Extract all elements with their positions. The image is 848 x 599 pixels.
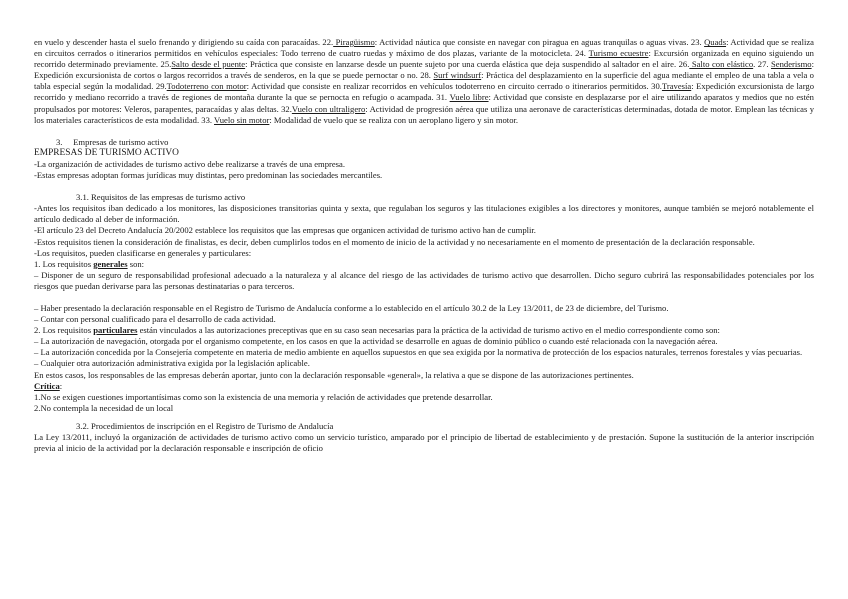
term-surf-windsurf: Surf windsurf — [433, 70, 482, 81]
text-run: 2. Los requisitos — [34, 325, 94, 336]
text-run: : Modalidad de vuelo que se realiza con un aeroplano ligero y sin motor. — [269, 114, 519, 125]
requirement-item: – Haber presentado la declaración responsable en el Registro de Turismo de Andalucía conforme a lo establecido en el artículo 30.2 de la Ley 13/2011, de 23 de diciembre, del Turismo. — [34, 302, 669, 313]
text-run: : Actividad que consiste en realizar recorridos en vehículos todoterreno en circuito cerrado o itinerarios permitidos. 30. — [246, 81, 662, 92]
glossary-paragraph — [34, 37, 814, 126]
section-3-1-heading: 3.1. Requisitos de las empresas de turismo activo — [76, 192, 246, 203]
term-travesia: Travesía — [661, 81, 692, 92]
term-salto-con-elastico: Salto con elástico — [689, 59, 754, 70]
text-run: : Actividad náutica que consiste en navegar con piragua en aguas tranquilas o aguas vivas. 23. — [374, 37, 702, 47]
paragraph: -Los requisitos, pueden clasificarse en generales y particulares: — [34, 247, 252, 258]
term-vuelo-libre: Vuelo libre — [449, 92, 489, 103]
text-run: son: — [127, 258, 145, 269]
term-piraguismo: Piragüismo — [333, 37, 375, 47]
authorization-item: – La autorización concedida por la Consejería competente en materia de medio ambiente en aquellos supuestos en que sea exigida por la normativa de protección de los espacios naturales, terrenos forestales y vías pecuarias. — [34, 347, 803, 358]
paragraph: En estos casos, los responsables de las empresas deberán aportar, junto con la declaración responsable «general», la relativa a que se dispone de las autorizaciones pertinentes. — [34, 369, 634, 380]
text-run: . 27. — [753, 59, 772, 70]
authorization-item: – Cualquier otra autorización administrativa exigida por la legislación aplicable. — [34, 358, 310, 369]
particulares-intro — [34, 325, 814, 336]
section-3-line: -La organización de actividades de turismo activo debe realizarse a través de una empresa. — [34, 158, 345, 169]
section-3-2-heading: 3.2. Procedimientos de inscripción en el Registro de Turismo de Andalucía — [76, 420, 334, 431]
requirement-item: – Contar con personal cualificado para el desarrollo de cada actividad. — [34, 314, 276, 325]
paragraph: -Antes los requisitos iban dedicado a los monitores, las disposiciones transitorias quinta y sexta, que regulaban los seguros y las titulaciones exigibles a los directores y monitores, aunque también se mejoró notablemente el artículo dedicado al deber de información. — [34, 203, 814, 225]
text-run: en vuelo y descender hasta el suelo frenando y dirigiendo su caída con paracaídas. 22. — [34, 37, 334, 47]
critica-word: Crítica — [34, 380, 60, 391]
section-3-caps-title: EMPRESAS DE TURISMO ACTIVO — [34, 147, 179, 158]
text-run: : Actividad que consiste en desplazarse por el aire utilizando aparatos y medios que no estén propulsados por motores: Veleros, parapentes, paracaídas y alas deltas. 32. — [34, 92, 814, 114]
term-salto-desde-el-puente: Salto desde el puente — [171, 59, 246, 70]
keyword-particulares: particulares — [93, 325, 138, 336]
text-run: 1. Los requisitos — [34, 258, 94, 269]
keyword-generales: generales — [93, 258, 128, 269]
paragraph: -El artículo 23 del Decreto Andalucía 20/2002 establece los requisitos que las empresas que organicen actividad de turismo activo han de cumplir. — [34, 225, 536, 236]
critica-item: 1.No se exigen cuestiones importantísimas como son la existencia de una memoria y relación de actividades que pretende desarrollar. — [34, 391, 493, 402]
term-vuelo-sin-motor: Vuelo sin motor — [214, 114, 270, 125]
requirement-item: – Disponer de un seguro de responsabilidad profesional adecuado a la naturaleza y al alcance del riesgo de las actividades de turismo activo que desarrollen. Dicho seguro cubrirá las responsabilidades potenciales por los riesgos que puedan derivarse para las personas destinatarias o para terceros. — [34, 269, 814, 291]
term-vuelo-con-ultraligero: Vuelo con ultraligero — [291, 103, 366, 114]
text-run: : Expedición excursionista de largo recorrido y mediano recorrido a través de regiones de montaña durante la que se pernocta en refugio o acampada. 31. — [34, 81, 814, 103]
paragraph: -Estos requisitos tienen la consideración de finalistas, es decir, deben cumplirlos todos en el momento de inicio de la actividad y no necesariamente en el momento de presentación de la declaración responsable. — [34, 236, 755, 247]
text-run: : Excursión organizada en equino siguiendo un recorrido determinado previamente. 25. — [34, 48, 814, 70]
paragraph: La Ley 13/2011, incluyó la organización de actividades de turismo activo como un servicio turístico, amparado por el principio de libertad de establecimiento y de prestación. Supone la sustitución de la anterior inscripción previa al inicio de la actividad por la declaración responsable e inscripción de oficio — [34, 432, 814, 454]
generales-intro — [34, 259, 814, 270]
text-run: están vinculados a las autorizaciones preceptivas que en su caso sean necesarias para la práctica de la actividad de turismo activo en el medio correspondiente como son: — [137, 325, 720, 336]
text-run: : Práctica del desplazamiento en la superficie del agua mediante el empleo de una tabla a vela o tabla especial según la modalidad. 29. — [34, 70, 814, 92]
term-quads: Quads — [704, 37, 727, 47]
term-senderismo: Senderismo — [771, 59, 812, 70]
term-todoterreno-con-motor: Todoterreno con motor — [166, 81, 247, 92]
text-run: : Actividad de progresión aérea que utiliza una aeronave de características determinadas, dotada de motor. Emplean las técnicas y los materiales característicos de esta modalidad. 33. — [34, 103, 814, 125]
text-run: : Expedición excursionista de cortos o largos recorridos a través de senderos, en la que se puede pernoctar o no. 28. — [34, 59, 814, 81]
term-turismo-ecuestre: Turismo ecuestre — [588, 48, 649, 59]
text-run: : Práctica que consiste en lanzarse desde un puente sujeto por una cuerda elástica que deja suspendido al saltador en el aire. 26. — [245, 59, 690, 70]
document-body — [34, 37, 814, 454]
authorization-item: – La autorización de navegación, otorgada por el organismo competente, en los casos en que la actividad se desarrolle en aguas de dominio público o cuando esté relacionada con la navegación aérea. — [34, 336, 718, 347]
critica-item: 2.No contempla la necesidad de un local — [34, 402, 174, 413]
text-run: : Actividad que se realiza en circuitos cerrados o itinerarios permitidos en vehículos especiales: Todo terreno de cuatro ruedas y máximo de dos plazas, variante de la motocicleta. 24. — [34, 37, 814, 59]
critica-label — [34, 381, 814, 392]
section-3-line: -Estas empresas adoptan formas jurídicas muy distintas, pero predominan las sociedades mercantiles. — [34, 170, 383, 181]
text-run: : — [59, 380, 63, 391]
section-3-heading: 3. Empresas de turismo activo — [56, 136, 169, 147]
